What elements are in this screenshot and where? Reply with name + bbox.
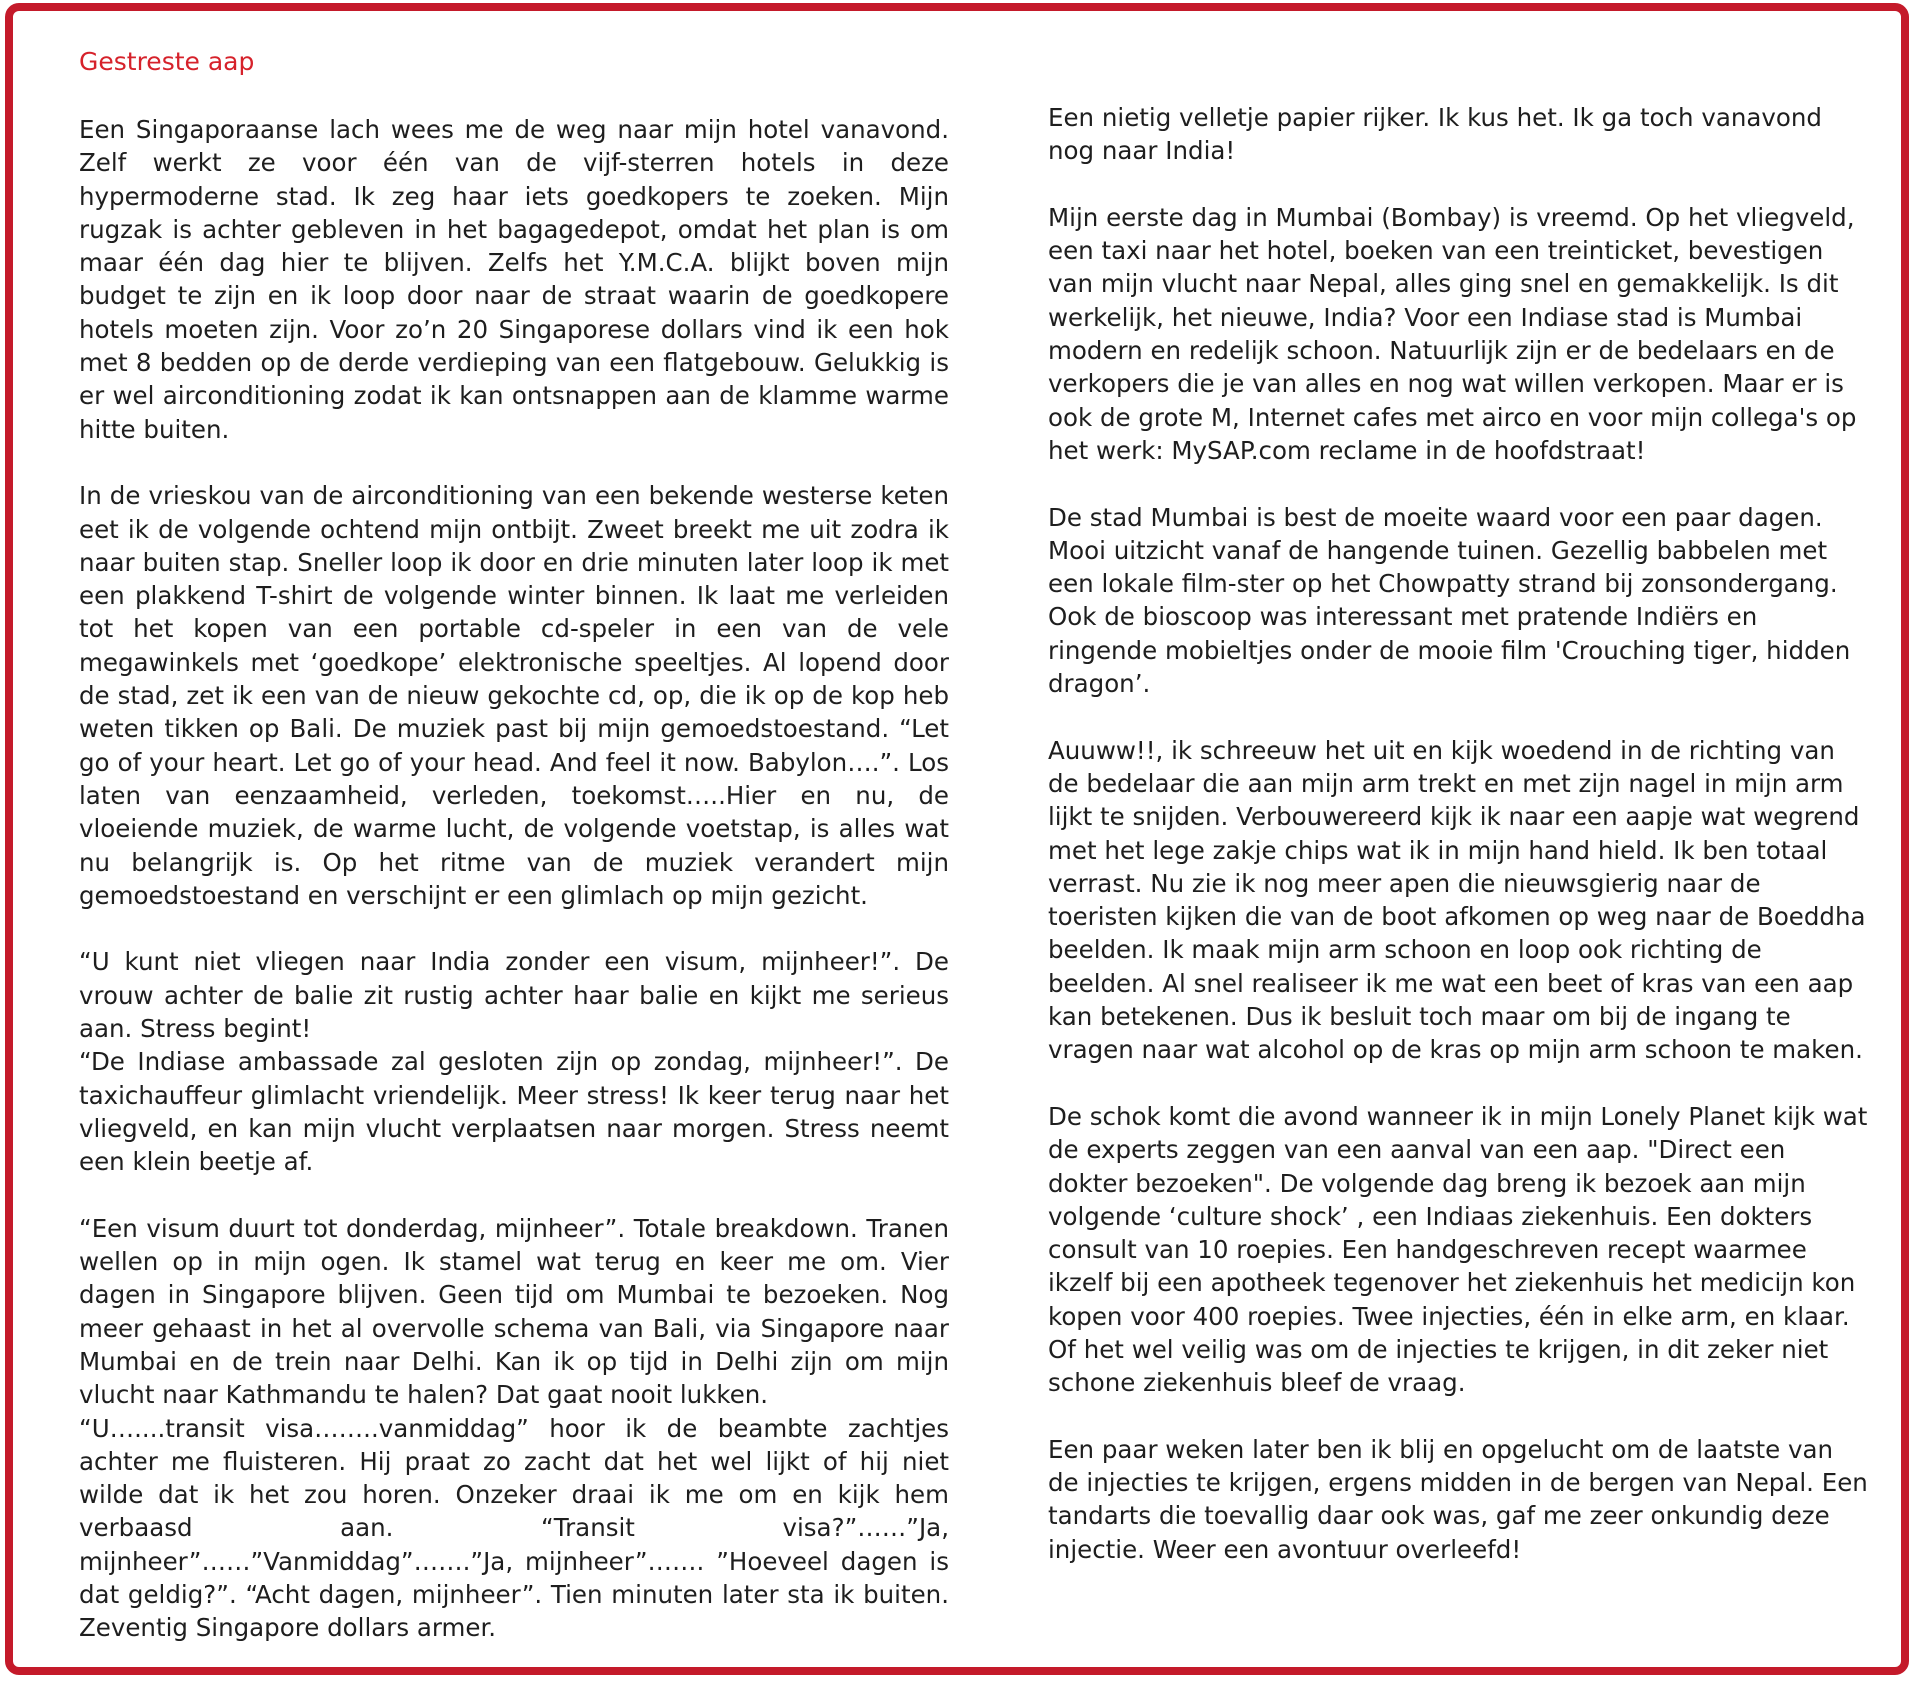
paragraph: Mijn eerste dag in Mumbai (Bombay) is vreemd. Op het vliegveld, een taxi naar het hotel, boeken van een treinticket, bevestigen van mijn vlucht naar Nepal, alles ging snel en gemakkelijk. Is dit werkelijk, het nieuwe, India? Voor een Indiase stad is Mumbai modern en redelijk schoon. Natuurlijk zijn er de bedelaars en de verkopers die je van alles en nog wat willen verkopen. Maar er is ook de grote M, Internet cafes met airco en voor mijn collega's op het werk: MySAP.com reclame in de hoofdstraat! — [1048, 202, 1857, 465]
paragraph: “U kunt niet vliegen naar India zonder een visum, mijnheer!”. De vrouw achter de balie zit rustig achter haar balie en kijkt me serieus aan. Stress begint! “De Indiase ambassade zal gesloten zijn op zondag, mijnheer!”. De taxichauffeur glimlacht vriendelijk. Meer stress! Ik keer terug naar het vliegveld, en kan mijn vlucht verplaatsen naar morgen. Stress neemt een klein beetje af. — [79, 947, 949, 1177]
paragraph: In de vrieskou van de airconditioning van een bekende westerse keten eet ik de volgende ochtend mijn ontbijt. Zweet breekt me uit zodra ik naar buiten stap. Sneller loop ik door en drie minuten later loop ik met een plakkend T-shirt de volgende winter binnen. Ik laat me verleiden tot het kopen van een portable cd-speler in een van de vele megawinkels met ‘goedkope’ elektronische speeltjes. Al lopend door de stad, zet ik een van de nieuw gekochte cd, op, die ik op de kop heb weten tikken op Bali. De muziek past bij mijn gemoedstoestand. “Let go of your heart. Let go of your head. And feel it now. Babylon….”. Los laten van eenzaamheid, verleden, toekomst…..Hier en nu, de vloeiende muziek, de warme lucht, de volgende voetstap, is alles wat nu belangrijk is. Op het ritme van de muziek verandert mijn gemoedstoestand en verschijnt er een glimlach op mijn gezicht. — [79, 481, 949, 910]
paragraph: Auuww!!, ik schreeuw het uit en kijk woedend in de richting van de bedelaar die aan mijn arm trekt en met zijn nagel in mijn arm lijkt te snijden. Verbouwereerd kijk ik naar een aapje wat wegrend met het lege zakje chips wat ik in mijn hand hield. Ik ben totaal verrast. Nu zie ik nog meer apen die nieuwsgierig naar de toeristen kijken die van de boot afkomen op weg naar de Boeddha beelden. Ik maak mijn arm schoon en loop ook richting de beelden. Al snel realiseer ik me wat een beet of kras van een aap kan betekenen. Dus ik besluit toch maar om bij de ingang te vragen naar wat alcohol op de kras op mijn arm schoon te maken. — [1048, 735, 1866, 1065]
paragraph: De schok komt die avond wanneer ik in mijn Lonely Planet kijk wat de experts zeggen van een aanval van een aap. "Direct een dokter bezoeken". De volgende dag breng ik bezoek aan mijn volgende ‘culture shock’ , een Indiaas ziekenhuis. Een dokters consult van 10 roepies. Een handgeschreven recept waarmee ikzelf bij een apotheek tegenover het ziekenhuis het medicijn kon kopen voor 400 roepies. Twee injecties, één in elke arm, en klaar. Of het wel veilig was om de injecties te krijgen, in dit zeker niet schone ziekenhuis bleef de vraag. — [1048, 1101, 1868, 1398]
right-column — [1048, 101, 1868, 1599]
paragraph: De stad Mumbai is best de moeite waard voor een paar dagen. Mooi uitzicht vanaf de hangende tuinen. Gezellig babbelen met een lokale film-ster op het Chowpatty strand bij zonsondergang. Ook de bioscoop was interessant met pratende Indiërs en ringende mobieltjes onder de mooie film 'Crouching tiger, hidden dragon’. — [1048, 502, 1851, 699]
paragraph: “Een visum duurt tot donderdag, mijnheer”. Totale breakdown. Tranen wellen op in mijn ogen. Ik stamel wat terug en keer me om. Vier dagen in Singapore blijven. Geen tijd om Mumbai te bezoeken. Nog meer gehaast in het al overvolle schema van Bali, via Singapore naar Mumbai en de trein naar Delhi. Kan ik op tijd in Delhi zijn om mijn vlucht naar Kathmandu te halen? Dat gaat nooit lukken. “U…....transit visa……..vanmiddag” hoor ik de beambte zachtjes achter me fluisteren. Hij praat zo zacht dat het wel lijkt of hij niet wilde dat ik het zou horen. Onzeker draai ik me om en kijk hem verbaasd aan. “Transit visa?”……”Ja, mijnheer”……”Vanmiddag”…….”Ja, mijnheer”……. ”Hoeveel dagen is dat geldig?”. “Acht dagen, mijnheer”. Tien minuten later sta ik buiten. Zeventig Singapore dollars armer. — [79, 1213, 949, 1643]
page-frame — [5, 3, 1909, 1675]
paragraph: Een nietig velletje papier rijker. Ik kus het. Ik ga toch vanavond nog naar India! — [1048, 103, 1822, 166]
article-title: Gestreste aap — [79, 47, 255, 76]
paragraph: Een paar weken later ben ik blij en opgelucht om de laatste van de injecties te krijgen, ergens midden in de bergen van Nepal. Een tandarts die toevallig daar ook was, gaf me zeer onkundig deze injectie. Weer een avontuur overleefd! — [1048, 1434, 1868, 1564]
left-column — [79, 113, 949, 1678]
paragraph: Een Singaporaanse lach wees me de weg naar mijn hotel vanavond. Zelf werkt ze voor één van de vijf-sterren hotels in deze hypermoderne stad. Ik zeg haar iets goedkopers te zoeken. Mijn rugzak is achter gebleven in het bagagedepot, omdat het plan is om maar één dag hier te blijven. Zelfs het Y.M.C.A. blijkt boven mijn budget te zijn en ik loop door naar de straat waarin de goedkopere hotels moeten zijn. Voor zo’n 20 Singaporese dollars vind ik een hok met 8 bedden op de derde verdieping van een flatgebouw. Gelukkig is er wel airconditioning zodat ik kan ontsnappen aan de klamme warme hitte buiten. — [79, 115, 949, 444]
